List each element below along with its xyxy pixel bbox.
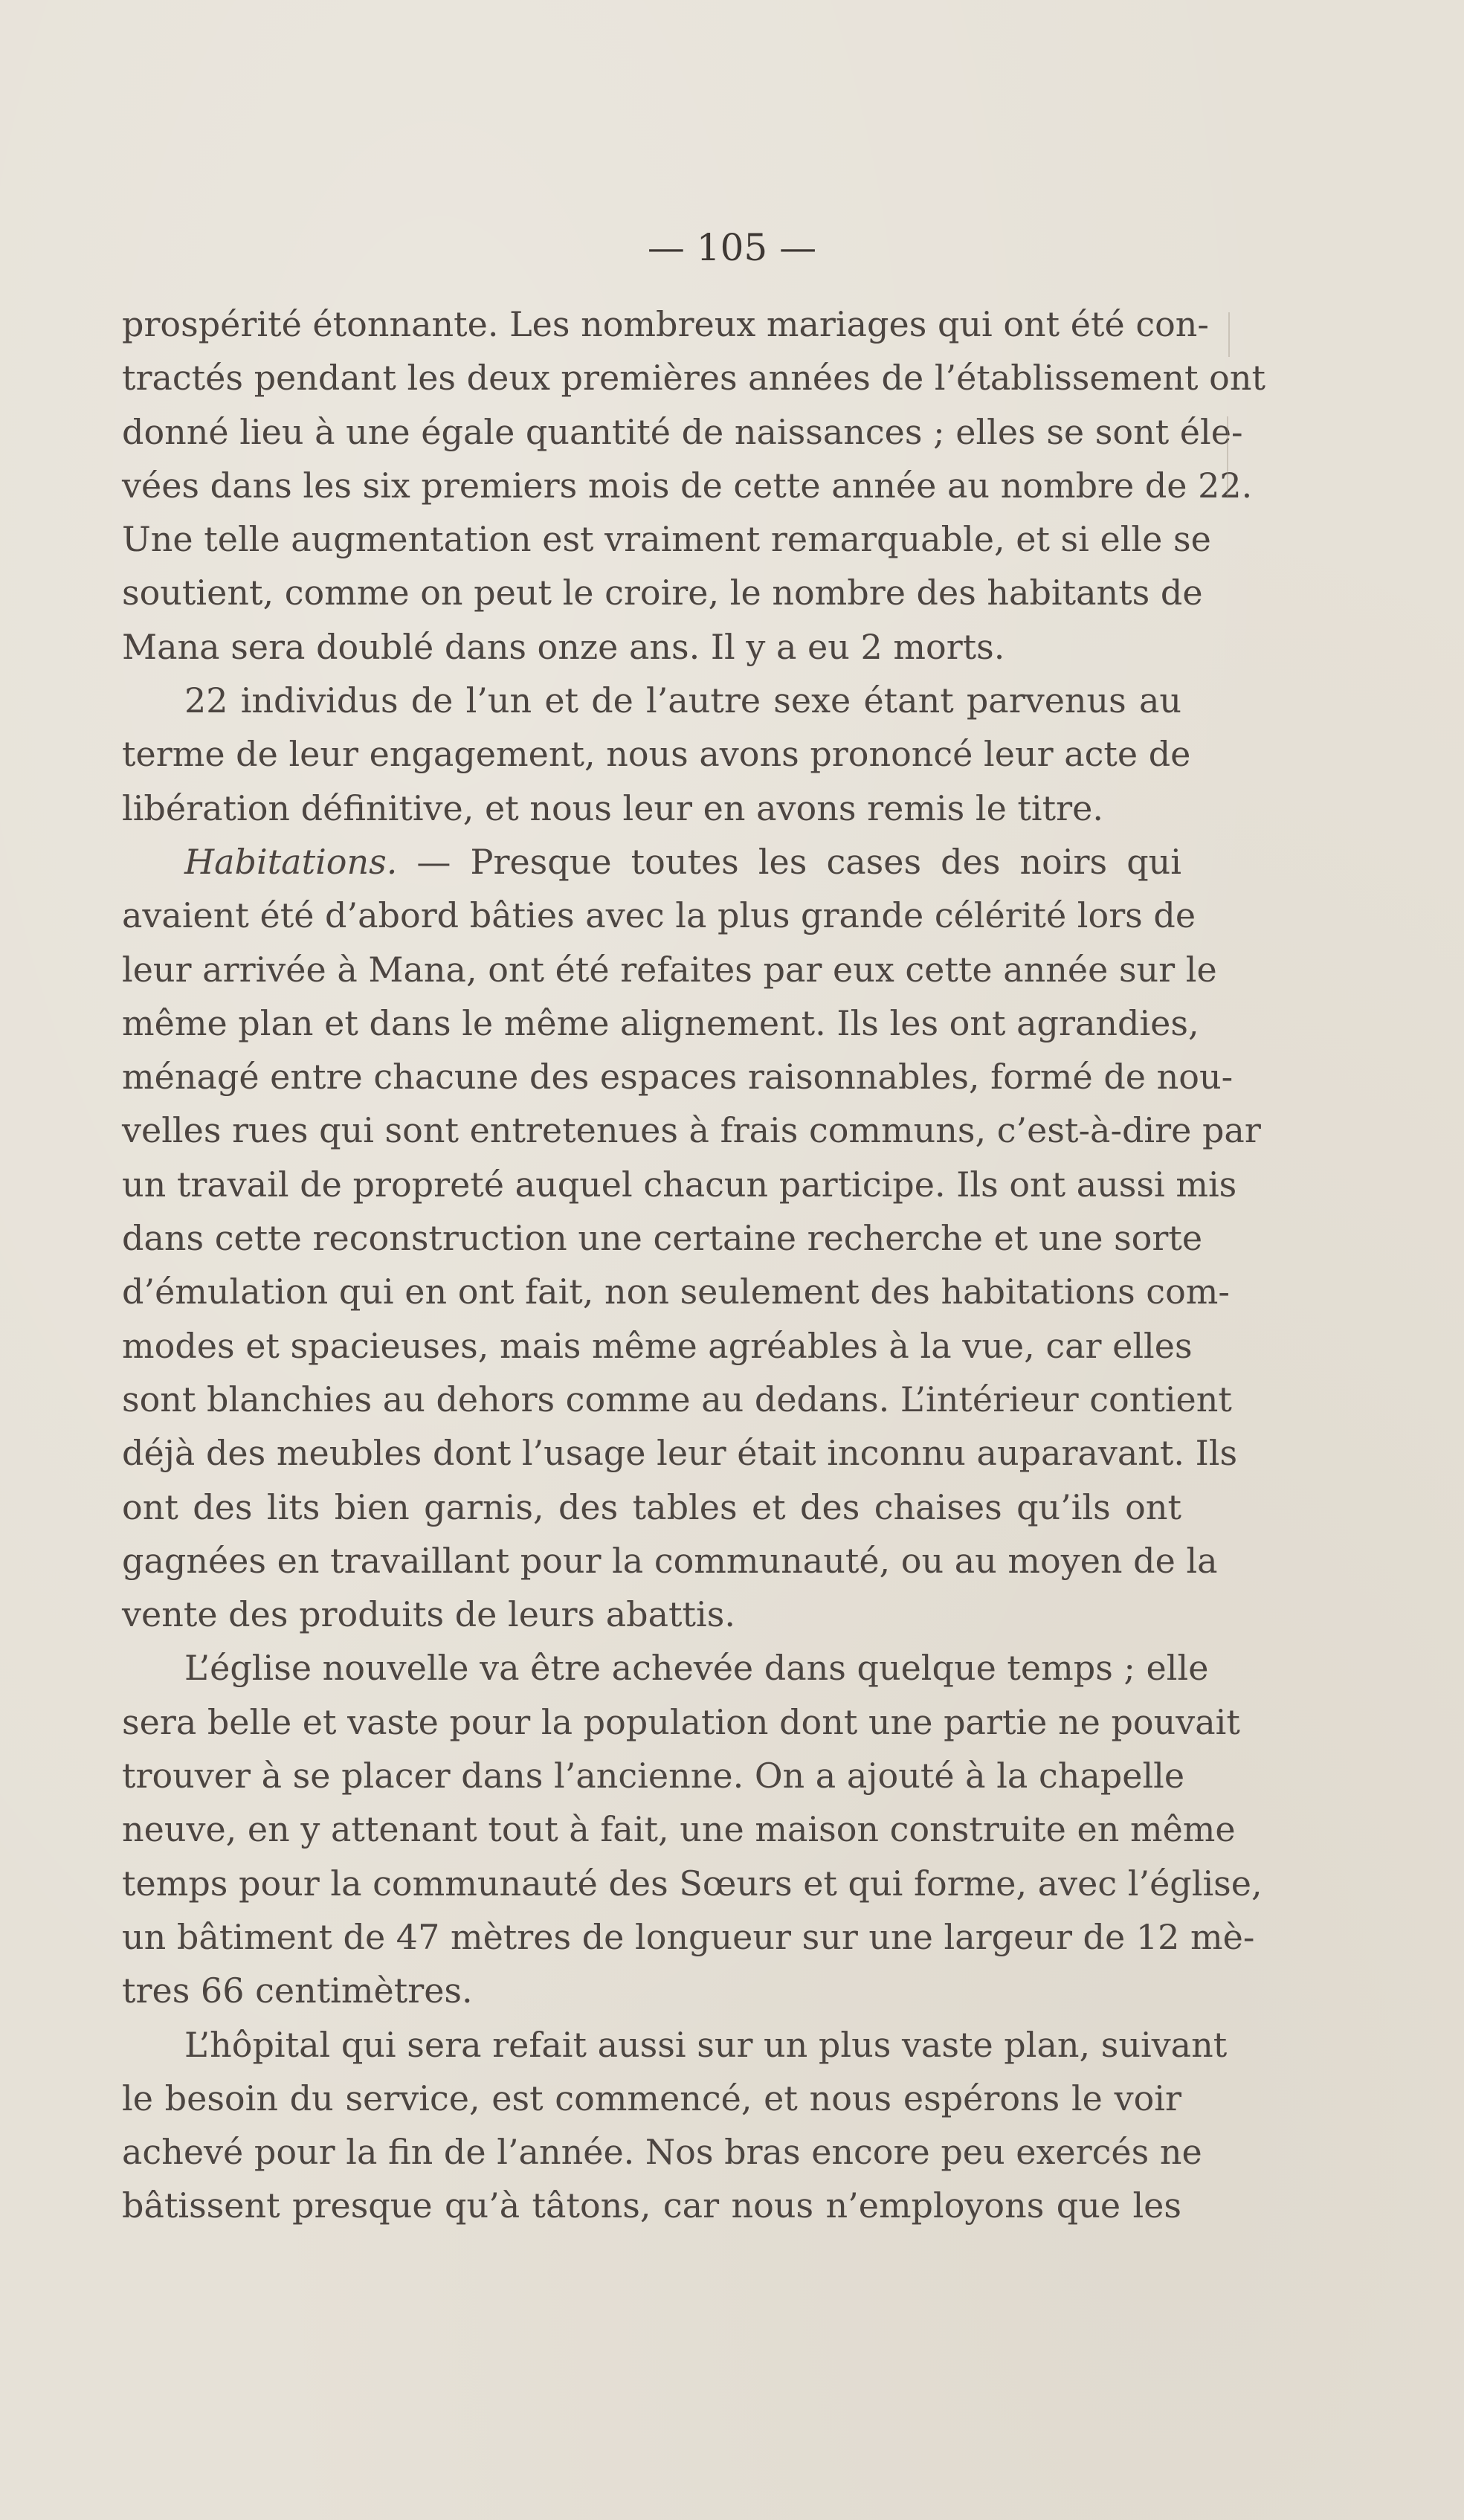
- text-line: neuve, en y attenant tout à fait, une maison construite en même: [122, 1809, 1236, 1850]
- text-line: tres 66 centimètres.: [122, 1970, 473, 2011]
- body-text: [122, 297, 1265, 2233]
- section-heading: Habitations.: [184, 841, 398, 882]
- text-line: déjà des meubles dont l’usage leur était inconnu auparavant. Ils: [122, 1433, 1238, 1474]
- page-number: — 105 —: [647, 226, 817, 269]
- text-line: vente des produits de leurs abattis.: [122, 1594, 735, 1635]
- text-line: un travail de propreté auquel chacun participe. Ils ont aussi mis: [122, 1164, 1237, 1205]
- text-line: avaient été d’abord bâties avec la plus grande célérité lors de: [122, 895, 1196, 936]
- text-line: d’émulation qui en ont fait, non seulement des habitations com-: [122, 1272, 1230, 1312]
- text-line: prospérité étonnante. Les nombreux mariages qui ont été con-: [122, 304, 1209, 344]
- text-line: le besoin du service, est commencé, et nous espérons le voir: [122, 2078, 1181, 2118]
- text-line: terme de leur engagement, nous avons prononcé leur acte de: [122, 734, 1191, 775]
- text-line: un bâtiment de 47 mètres de longueur sur une largeur de 12 mè-: [122, 1916, 1255, 1957]
- text-line: ménagé entre chacune des espaces raisonnables, formé de nou-: [122, 1057, 1234, 1098]
- section-text: — Presque toutes les cases des noirs qui: [397, 841, 1181, 882]
- margin-mark: [1227, 416, 1228, 498]
- text-line: leur arrivée à Mana, ont été refaites par eux cette année sur le: [122, 949, 1217, 990]
- section-line: [122, 835, 1181, 889]
- text-line: gagnées en travaillant pour la communauté, ou au moyen de la: [122, 1540, 1218, 1581]
- text-line: tractés pendant les deux premières années de l’établissement ont: [122, 358, 1265, 399]
- text-line: temps pour la communauté des Sœurs et qui forme, avec l’église,: [122, 1863, 1263, 1904]
- margin-mark: [1228, 312, 1230, 357]
- text-line: ont des lits bien garnis, des tables et des chaises qu’ils ont: [122, 1486, 1181, 1527]
- text-line: même plan et dans le même alignement. Ils les ont agrandies,: [122, 1002, 1199, 1043]
- text-line: trouver à se placer dans l’ancienne. On a ajouté à la chapelle: [122, 1756, 1185, 1796]
- text-line: L’hôpital qui sera refait aussi sur un plus vaste plan, suivant: [184, 2024, 1228, 2065]
- text-line: sera belle et vaste pour la population dont une partie ne pouvait: [122, 1701, 1240, 1742]
- text-line: 22 individus de l’un et de l’autre sexe étant parvenus au: [184, 680, 1181, 721]
- text-line: donné lieu à une égale quantité de naissances ; elles se sont éle-: [122, 411, 1243, 452]
- text-line: Mana sera doublé dans onze ans. Il y a eu 2 morts.: [122, 626, 1005, 667]
- text-line: modes et spacieuses, mais même agréables à la vue, car elles: [122, 1325, 1193, 1366]
- text-line: Une telle augmentation est vraiment remarquable, et si elle se: [122, 519, 1211, 560]
- text-line: soutient, comme on peut le croire, le nombre des habitants de: [122, 573, 1203, 613]
- text-line: libération définitive, et nous leur en avons remis le titre.: [122, 787, 1103, 828]
- text-line: sont blanchies au dehors comme au dedans. L’intérieur contient: [122, 1379, 1232, 1419]
- text-line: achevé pour la fin de l’année. Nos bras encore peu exercés ne: [122, 2132, 1202, 2173]
- text-line: dans cette reconstruction une certaine recherche et une sorte: [122, 1218, 1203, 1259]
- text-line: L’église nouvelle va être achevée dans quelque temps ; elle: [184, 1648, 1209, 1689]
- text-line: bâtissent presque qu’à tâtons, car nous n’employons que les: [122, 2185, 1181, 2226]
- text-line: velles rues qui sont entretenues à frais communs, c’est-à-dire par: [122, 1110, 1261, 1151]
- text-line: vées dans les six premiers mois de cette année au nombre de 22.: [122, 465, 1253, 506]
